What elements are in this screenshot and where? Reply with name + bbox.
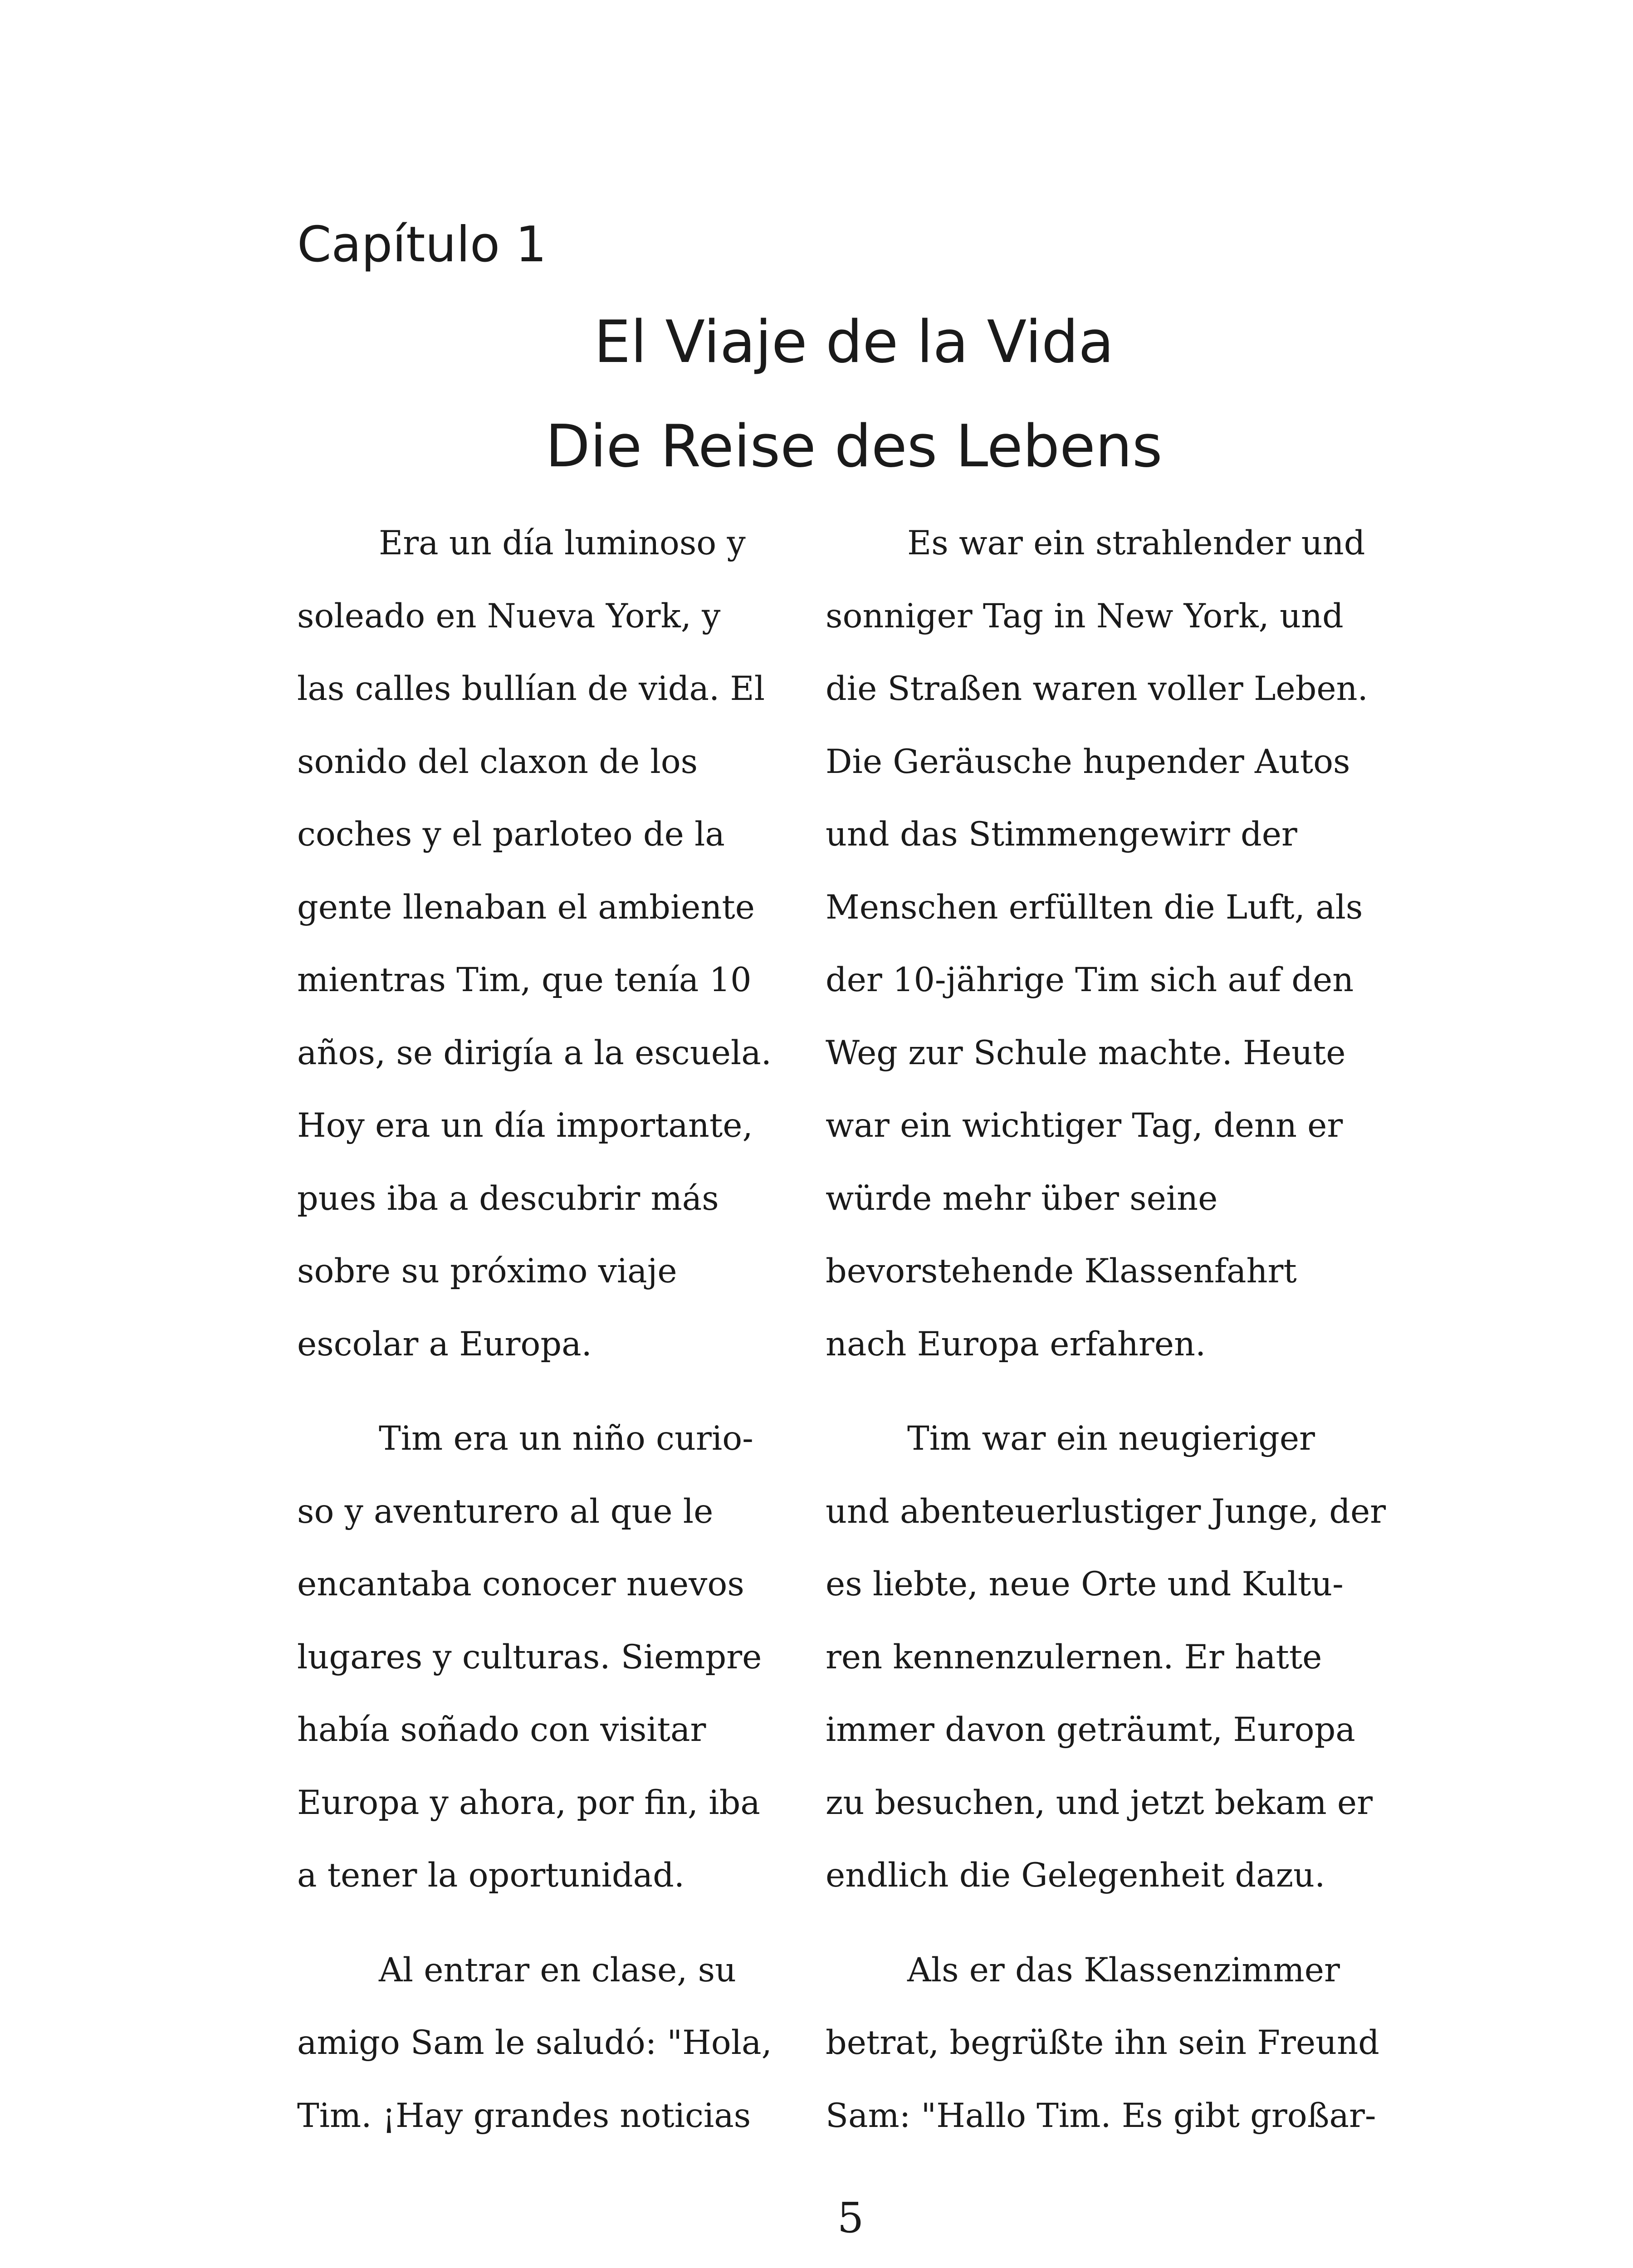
text-line: había soñado con visitar [297, 1711, 706, 1749]
text-line: gente llenaban el ambiente [297, 888, 755, 927]
text-line: war ein wichtiger Tag, denn er [826, 1106, 1343, 1145]
german-text-column [826, 507, 1415, 2152]
text-line: lugares y culturas. Siempre [297, 1637, 762, 1677]
title-spanish: El Viaje de la Vida [594, 308, 1114, 376]
text-line: amigo Sam le saludó: "Hola, [297, 2024, 772, 2062]
text-line: soleado en Nueva York, y [297, 596, 721, 635]
text-line: Die Geräusche hupender Autos [826, 742, 1350, 781]
text-line: Al entrar en clase, su [379, 1950, 737, 1989]
chapter-label: Capítulo 1 [297, 216, 547, 273]
paragraph [826, 1403, 1415, 1912]
paragraph [297, 1403, 805, 1912]
text-line: a tener la oportunidad. [297, 1856, 685, 1895]
text-line: Era un día luminoso y [379, 524, 746, 562]
text-line: und abenteuerlustiger Junge, der [826, 1492, 1386, 1531]
paragraph [826, 507, 1415, 1381]
text-line: und das Stimmengewirr der [826, 815, 1297, 854]
text-line: Menschen erfüllten die Luft, als [826, 888, 1363, 927]
text-line: der 10-jährige Tim sich auf den [826, 961, 1354, 999]
text-line: Europa y ahora, por fin, iba [297, 1783, 760, 1822]
text-line: mientras Tim, que tenía 10 [297, 961, 752, 999]
text-line: nach Europa erfahren. [826, 1325, 1206, 1364]
title-german: Die Reise des Lebens [545, 413, 1163, 480]
text-line: Tim. ¡Hay grandes noticias [297, 2096, 751, 2135]
text-line: Tim war ein neugieriger [907, 1419, 1315, 1458]
text-line: sobre su próximo viaje [297, 1252, 677, 1290]
text-line: es liebte, neue Orte und Kultu- [826, 1565, 1344, 1603]
text-line: bevorstehende Klassenfahrt [826, 1252, 1297, 1290]
page-number: 5 [837, 2194, 864, 2242]
text-line: die Straßen waren voller Leben. [826, 670, 1368, 708]
text-line: sonido del claxon de los [297, 742, 698, 781]
text-line: coches y el parloteo de la [297, 815, 725, 854]
text-line: Sam: "Hallo Tim. Es gibt großar- [826, 2096, 1376, 2135]
text-line: años, se dirigía a la escuela. [297, 1033, 772, 1072]
text-line: pues iba a descubrir más [297, 1179, 719, 1218]
text-line: Als er das Klassenzimmer [907, 1950, 1340, 1989]
text-line: ren kennenzulernen. Er hatte [826, 1637, 1322, 1677]
text-line: endlich die Gelegenheit dazu. [826, 1856, 1325, 1895]
spanish-text-column [297, 507, 805, 2152]
text-line: sonniger Tag in New York, und [826, 596, 1344, 635]
paragraph [297, 507, 805, 1381]
text-line: Es war ein strahlender und [907, 524, 1365, 562]
text-line: Tim era un niño curio- [379, 1419, 753, 1458]
text-line: betrat, begrüßte ihn sein Freund [826, 2024, 1379, 2062]
text-line: Hoy era un día importante, [297, 1106, 753, 1145]
text-line: so y aventurero al que le [297, 1492, 714, 1531]
text-line: Weg zur Schule machte. Heute [826, 1033, 1346, 1072]
text-line: würde mehr über seine [826, 1179, 1218, 1218]
paragraph [297, 1934, 805, 2153]
text-line: las calles bullían de vida. El [297, 670, 765, 708]
text-line: immer davon geträumt, Europa [826, 1711, 1355, 1749]
text-line: zu besuchen, und jetzt bekam er [826, 1783, 1373, 1822]
text-line: escolar a Europa. [297, 1325, 592, 1364]
text-line: encantaba conocer nuevos [297, 1565, 744, 1603]
paragraph [826, 1934, 1415, 2153]
